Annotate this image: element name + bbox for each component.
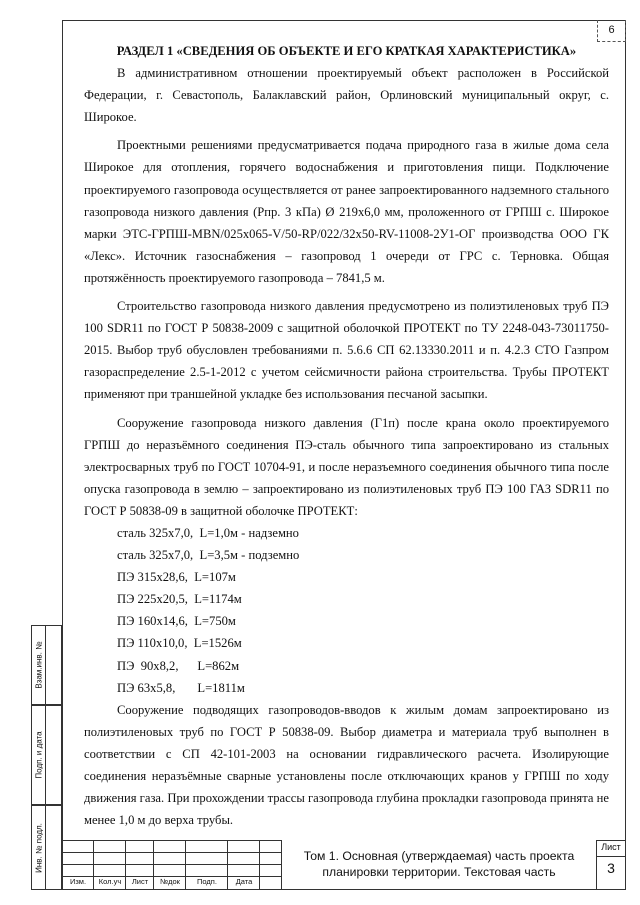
- pipe-list-item: ПЭ 110х10,0, L=1526м: [117, 636, 242, 651]
- side-stamp-inv: [31, 805, 62, 890]
- paragraph-4: Сооружение газопровода низкого давления (Г1п) после крана около проектируемого ГРПШ до неразъёмного соединения ПЭ-сталь обычного типа запроектировано из стальных электросварных труб по ГОСТ 10704-91, и после неразъемного соединения обычного типа после опуска газопровода в землю – запроектировано из полиэтиленовых труб ПЭ 100 ГАЗ SDR11 по ГОСТ Р 50838-09 в защитной оболочке ПРОТЕКТ:: [84, 415, 609, 518]
- pipe-list-item: сталь 325х7,0, L=3,5м - подземно: [117, 548, 300, 563]
- col-list: Лист: [131, 877, 149, 886]
- paragraph-1: В административном отношении проектируемый объект расположен в Российской Федерации, г. Севастополь, Балаклавский район, Орлиновский муниципальный округ, с. Широкое.: [84, 66, 609, 125]
- pipe-list: [84, 522, 609, 699]
- title-block: [62, 840, 626, 890]
- pipe-list-item: ПЭ 90х8,2, L=862м: [117, 658, 240, 673]
- page-number-top: 6: [597, 20, 626, 42]
- side-stamp-vzam: [31, 625, 62, 705]
- pipe-list-item: ПЭ 160х14,6, L=750м: [117, 614, 236, 629]
- paragraph-3: Строительство газопровода низкого давления предусмотрено из полиэтиленовых труб ПЭ 100 SDR11 по ГОСТ Р 50838-2009 с защитной оболочкой ПРОТЕКТ по ТУ 2248-043-73011750-2015. Выбор труб обусловлен требованиями п. 5.6.6 СП 62.13330.2011 и п. 4.2.3 СТО Газпром газораспределение 2.5-1-2012 с учетом сейсмичности района строительства. Трубы ПРОТЕКТ применяют при траншейной укладке без использования песчаной засыпки.: [84, 299, 609, 402]
- col-data: Дата: [235, 877, 253, 886]
- col-ndok: №док: [160, 877, 180, 886]
- section-title: РАЗДЕЛ 1 «СВЕДЕНИЯ ОБ ОБЪЕКТЕ И ЕГО КРАТКАЯ ХАРАКТЕРИСТИКА»: [116, 44, 577, 58]
- side-stamp-podp-label: Подп. и дата: [34, 731, 44, 779]
- document-name: Том 1. Основная (утверждаемая) часть проекта планировки территории. Текстовая часть: [303, 849, 575, 879]
- pipe-list-item: ПЭ 63х5,8, L=1811м: [117, 680, 245, 695]
- col-kol-uch: Кол.уч: [98, 877, 122, 886]
- side-stamp-vzam-label: Взам.инв. №: [34, 641, 44, 689]
- pipe-list-item: сталь 325х7,0, L=1,0м - надземно: [117, 525, 299, 540]
- pipe-list-item: ПЭ 315х28,6, L=107м: [117, 570, 236, 585]
- side-stamp-podp: [31, 705, 62, 805]
- col-podp: Подп.: [197, 877, 217, 886]
- paragraph-2: Проектными решениями предусматривается подача природного газа в жилые дома села Широкое для отопления, горячего водоснабжения и приготовления пищи. Подключение проектируемого газопровода осуществляется от ранее запроектированного надземного стального газопровода низкого давления (Рпр. 3 кПа) Ø 219х6,0 мм, проложенного от ГРПШ с. Широкое марки ЭТС-ГРПШ-MBN/025х065-V/50-RP/022/32х50-RV-11008-2У1-ОГ производства ООО ГК «Лекс». Источник газоснабжения – газопровод 1 очереди от ГРС с. Терновка. Общая протяжённость проектируемого газопровода – 7841,5 м.: [84, 138, 609, 285]
- sheet-number: 3: [607, 860, 615, 876]
- paragraph-5: Сооружение подводящих газопроводов-вводов к жилым домам запроектировано из полиэтиленовых труб по ГОСТ Р 50838-09. Выбор диаметра и материала труб выполнен в соответствии с СП 42-101-2003 на основании гидравлического расчета. Изолирующие соединения неразъёмные сварные установлены после отключающих кранов у ГРПШ по ходу движения газа. При прохождении трассы газопровода глубина прокладки газопровода принята не менее 1,0 м до верха трубы.: [84, 702, 609, 828]
- pipe-list-item: ПЭ 225х20,5, L=1174м: [117, 592, 242, 607]
- document-body: [84, 40, 609, 837]
- col-izm: Изм.: [69, 877, 87, 886]
- sheet-label: Лист: [601, 842, 621, 852]
- side-stamp-inv-label: Инв. № подл.: [34, 822, 44, 873]
